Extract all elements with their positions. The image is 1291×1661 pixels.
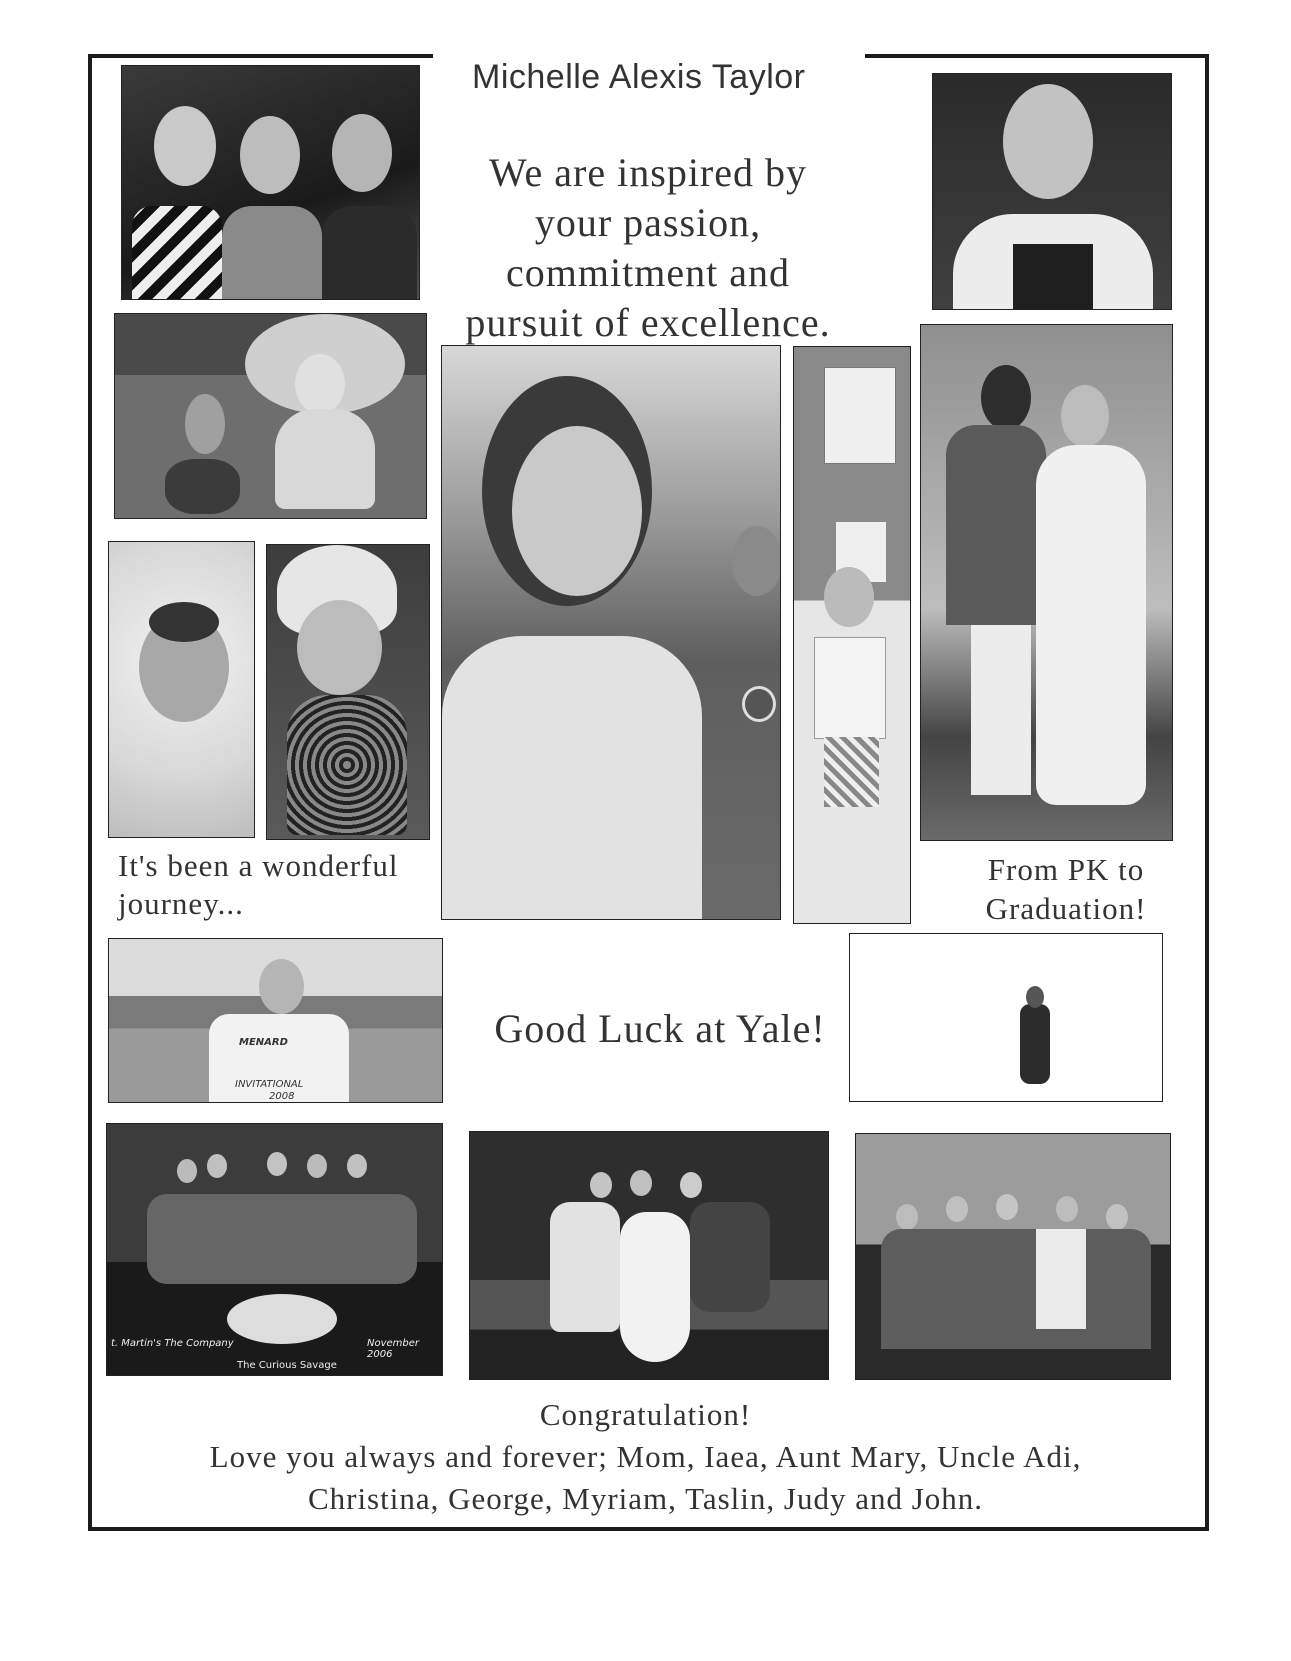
closing-line-1: Congratulation!: [539, 1397, 752, 1432]
photo-bubble-bath: [108, 541, 255, 838]
pk-line-1: From PK to: [987, 852, 1145, 887]
photo-singing-performer: [932, 73, 1172, 310]
pk-line-2: Graduation!: [985, 891, 1147, 926]
closing-line-3: Christina, George, Myriam, Taslin, Judy and John.: [307, 1481, 984, 1516]
journey-caption: [118, 847, 438, 923]
photo-child-swimsuit: [266, 544, 430, 840]
journey-line-1: It's been a wonderful: [118, 848, 399, 883]
photo-child-artwork: [793, 346, 911, 924]
photo-child-straw-hat: [114, 313, 427, 519]
inspiration-line-2: your passion,: [534, 200, 762, 245]
photo-three-friends: [121, 65, 420, 300]
closing-message: [120, 1394, 1171, 1520]
shirt-text-3: 2008: [269, 1091, 295, 1102]
photo-cast-forest: [469, 1131, 829, 1380]
photo-track-runner: [849, 933, 1163, 1102]
play-company-text: t. Martin's The Company: [111, 1338, 234, 1349]
honoree-name: Michelle Alexis Taylor: [472, 58, 806, 96]
inspiration-line-3: commitment and: [506, 250, 790, 295]
photo-stage-couple: [920, 324, 1173, 841]
photo-cast-group: [855, 1133, 1171, 1380]
shirt-text-1: MENARD: [239, 1037, 288, 1048]
closing-line-2: Love you always and forever; Mom, Iaea, Aunt Mary, Uncle Adi,: [209, 1439, 1082, 1474]
photo-invitational-shirt: [108, 938, 443, 1103]
play-title-text: The Curious Savage: [237, 1360, 337, 1371]
shirt-text-2: INVITATIONAL: [235, 1079, 304, 1090]
inspiration-line-1: We are inspired by: [489, 150, 807, 195]
photo-cast-curious-savage: [106, 1123, 443, 1376]
inspiration-line-4: pursuit of excellence.: [465, 300, 831, 345]
pk-caption: [966, 850, 1166, 928]
play-date-text: November 2006: [367, 1338, 420, 1360]
good-luck-message: Good Luck at Yale!: [494, 1006, 826, 1051]
journey-line-2: journey...: [118, 886, 244, 921]
photo-medal-portrait: [441, 345, 781, 920]
inspiration-message: [452, 148, 844, 348]
